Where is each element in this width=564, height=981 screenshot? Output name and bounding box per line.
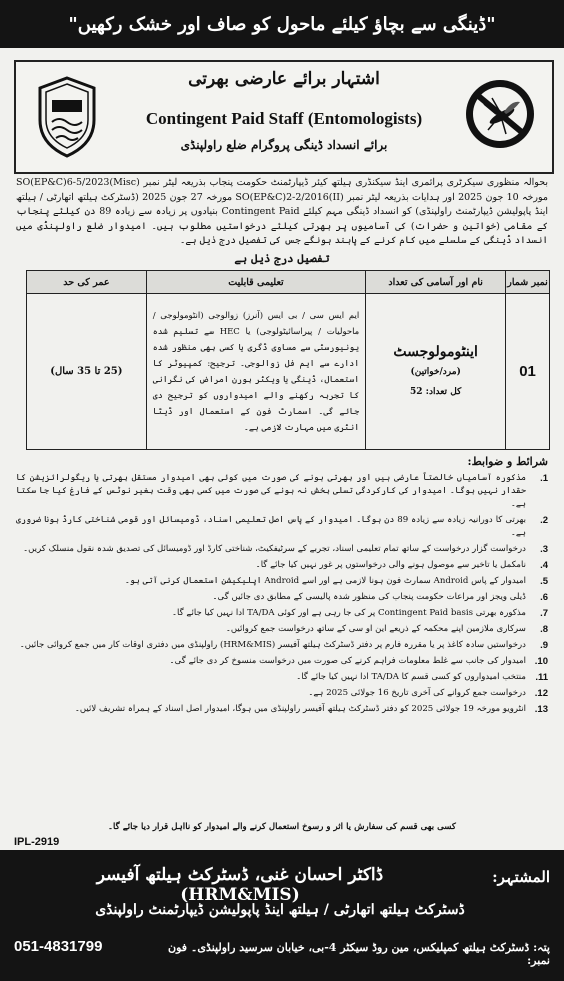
list-item: 1. مذکورہ آسامیاں خالصتاً عارضی ہیں اور بھرتی ہونے کی صورت میں کوئی بھی امیدوار مستقل بھرتی یا ریگولرائزیشن کا حقدار نہیں ہوگا۔ امیدوار کی کارکردگی تسلی بخش نہ ہونے کی صورت میں کسی بھی وقت بغیر نوٹس کے فارغ کیا جا سکتا ہے۔ [16,473,548,509]
slogan-text: "ڈینگی سے بچاؤ کیلئے ماحول کو صاف اور خشک رکھیں" [68,13,496,35]
list-item: 13. انٹرویو مورخہ 19 جولائی 2025 کو دفتر ڈسٹرکٹ ہیلتھ آفیسر راولپنڈی میں ہوگا، امیدوار اصل اسناد کے ہمراہ تشریف لائیں۔ [74,704,548,715]
header-post: نام اور آسامی کی تعداد [366,271,506,294]
list-item: 10. امیدوار کی جانب سے غلط معلومات فراہم کرنے کی صورت میں درخواست منسوخ کر دی جائے گی۔ [169,656,548,667]
slogan-banner [0,0,564,48]
list-item: 2. بھرتی کا دورانیہ زیادہ سے زیادہ 89 دن ہوگا۔ امیدوار کے پاس اصل تعلیمی اسناد، ڈومیسائل اور قومی شناختی کارڈ ہونا ضروری ہے۔ [16,515,548,538]
advertiser-footer [0,850,564,981]
list-item: 12. درخواست جمع کروانے کی آخری تاریخ 16 جولائی 2025 ہے۔ [308,688,548,699]
post-name: اینٹومولوجسٹ [393,343,478,360]
header-qualification: تعلیمی قابلیت [146,271,366,294]
intro-paragraph: بحوالہ منظوری سیکرٹری پرائمری اینڈ سیکنڈری ہیلتھ کیئر ڈیپارٹمنٹ حکومت پنجاب بذریعہ لیٹر نمبر SO(EP&C)6-5/2023(Misc) مورخہ 10 جون 2025 اور ہدایات بذریعہ لیٹر نمبر SO(EP&C)2-2/2016(II) مورخہ 27 جون 2025 (ڈسٹرکٹ ہیلتھ اتھارٹی / ہیلتھ اینڈ پاپولیشن ڈیپارٹمنٹ راولپنڈی) کو انسداد ڈینگی مہم کیلئے Contingent Paid بنیادوں پر زیادہ سے زیادہ 89 دن کیلئے پنجاب کے مقامی (خواتین و حضرات) کی آسامیوں پر بھرتی کیلئے درخواستیں مطلوب ہیں۔ امیدوار ضلع راولپنڈی میں انسداد ڈینگی کے سلسلے میں کام کرنے کے پابند ہونگے جس کی تفصیل درج ذیل ہے۔ [16,177,549,246]
table-header-row [27,271,550,294]
post-cell [366,294,506,450]
list-item: 9. درخواستیں سادہ کاغذ پر یا مقررہ فارم پر دفتر ڈسٹرکٹ ہیلتھ آفیسر (HRM&MIS) راولپنڈی میں دفتری اوقات کار میں جمع کروائی جائیں۔ [19,640,548,651]
header-age: عمر کی حد [27,271,147,294]
list-item: 8. سرکاری ملازمین اپنے محکمہ کے ذریعے این او سی کے ساتھ درخواست جمع کروائیں۔ [225,624,548,635]
list-item: 7. مذکورہ بھرتی Contingent Paid basis پر کی جا رہی ہے اور کوئی TA/DA ادا نہیں کیا جائے گا۔ [171,608,548,619]
post-count: کل تعداد: 52 [410,386,462,397]
closing-note: کسی بھی قسم کی سفارش یا اثر و رسوخ استعمال کرنے والے امیدوار کو نااہل قرار دیا جائے گا۔ [107,822,457,832]
list-item: 4. نامکمل یا تاخیر سے موصول ہونے والی درخواستوں پر غور نہیں کیا جائے گا۔ [255,560,548,571]
serial-cell: 01 [506,294,550,450]
list-item: 11. منتخب امیدواروں کو کسی قسم کا TA/DA ادا نہیں کیا جائے گا۔ [296,672,548,683]
list-item: 6. ڈیلی ویجز اور مراعات حکومت پنجاب کی منظور شدہ پالیسی کے مطابق دی جائیں گی۔ [212,592,548,603]
punjab-government-emblem-icon [32,74,102,160]
no-mosquito-icon [462,74,538,154]
header-serial: نمبر شمار [506,271,550,294]
ipl-reference: IPL-2919 [14,836,60,848]
advertiser-label: المشتہر: [492,868,550,886]
english-title: Contingent Paid Staff (Entomologists) [145,109,423,128]
list-item: 3. درخواست گزار درخواست کے ساتھ تمام تعلیمی اسناد، تجربے کے سرٹیفکیٹ، شناختی کارڈ اور ڈومیسائل کی تصدیق شدہ نقول منسلک کریں۔ [23,544,548,555]
advertiser-name: ڈاکٹر احسان غنی، ڈسٹرکٹ ہیلتھ آفیسر (HRM&MIS) [96,865,384,905]
urdu-title: اشتہار برائے عارضی بھرتی [188,69,380,89]
positions-table [26,270,550,450]
urdu-subtitle: برائے انسداد ڈینگی پروگرام ضلع راولپنڈی [180,138,388,152]
post-gender: (مرد/خواتین) [410,366,461,377]
advertiser-phone: 051-4831799 [14,938,103,955]
age-cell: (25 تا 35 سال) [27,294,147,450]
terms-list [16,472,548,719]
list-item: 5. امیدوار کے پاس Android سمارٹ فون ہونا لازمی ہے اور اسے Android اپلیکیشن استعمال کرنی آتی ہو۔ [124,576,548,587]
advertiser-department: ڈسٹرکٹ ہیلتھ اتھارٹی / ہیلتھ اینڈ پاپولیشن ڈیپارٹمنٹ راولپنڈی [95,902,465,918]
table-caption: تفصیل درج ذیل ہے [234,252,330,265]
header-box [14,60,554,174]
table-row [27,294,550,450]
terms-heading: شرائط و ضوابط: [467,455,548,468]
advertiser-address: پتہ: ڈسٹرکٹ ہیلتھ کمپلیکس، مین روڈ سیکٹر 4-بی، خیابان سرسید راولپنڈی۔ فون نمبر: [168,941,550,967]
qualification-cell: ایم ایس سی / بی ایس (آنرز) زوالوجی (انٹومولوجی / ماحولیات / پیراسائیٹولوجی) یا HEC سے تسلیم شدہ یونیورسٹی سے مساوی ڈگری یا کسی بھی منظور شدہ ادارے سے ایم فل زوالوجی۔ ترجیح: کمپیوٹر کا استعمال، ڈینگی یا ویکٹر بورن امراض کی نگرانی کا تجربہ رکھنے والے امیدواروں کو ترجیح دی جائے گی۔ اسمارٹ فون کے استعمال اور ڈیٹا انٹری میں مہارت لازمی ہے۔ [146,294,366,450]
